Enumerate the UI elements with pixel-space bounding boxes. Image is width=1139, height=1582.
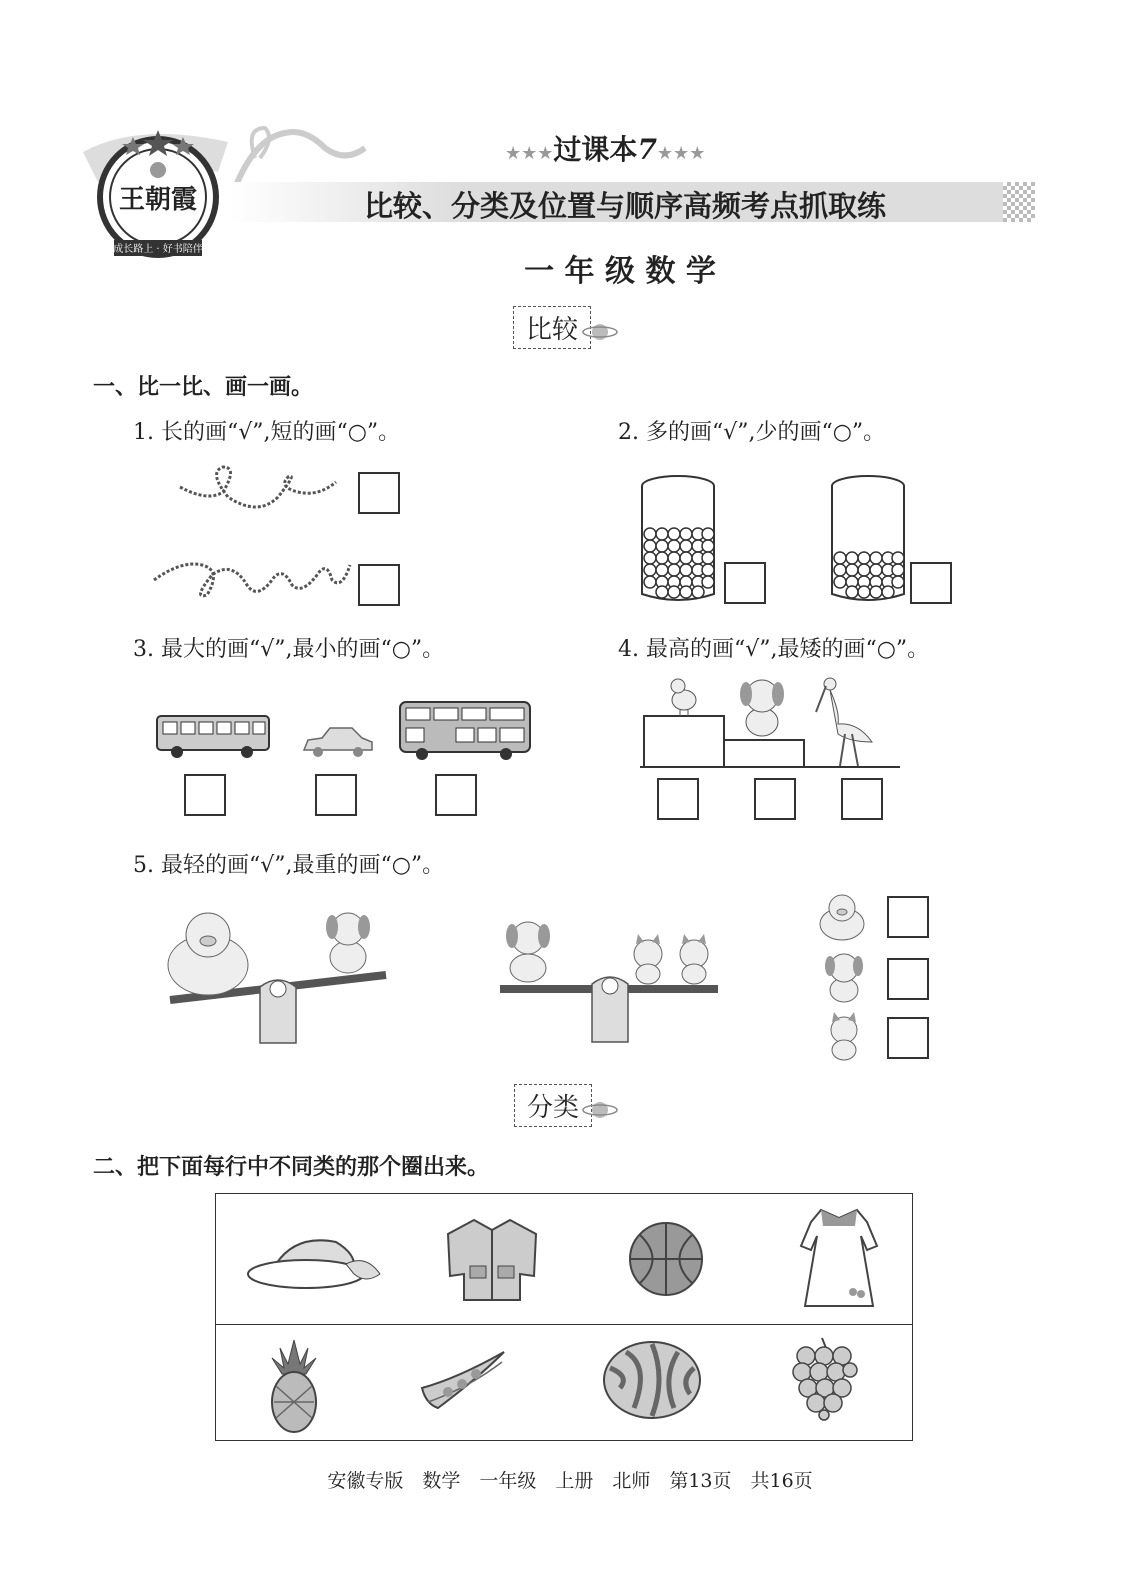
rope-long-icon (152, 550, 352, 610)
answer-box-rope-long[interactable] (358, 564, 400, 606)
rope-short-icon (178, 462, 338, 522)
chick-icon (671, 679, 696, 716)
basketball-icon[interactable] (627, 1220, 705, 1298)
answer-box-double-decker[interactable] (435, 774, 477, 816)
part1-heading: 一、比一比、画一画。 (93, 375, 314, 400)
series-title: ★★★过课本7★★★ (505, 133, 706, 166)
page-subtitle: 一 年 级 数 学 (524, 254, 716, 289)
dog-icon (326, 913, 370, 973)
question-1: 1. 长的画“√”,短的画“○”。 (133, 420, 401, 445)
answer-box-jar-many[interactable] (724, 562, 766, 604)
crane-icon (816, 678, 872, 766)
series-number: 7 (637, 133, 657, 166)
seesaw-dog-cats (498, 912, 722, 1044)
seesaw-pig-dog (160, 905, 392, 1045)
grapes-icon[interactable] (792, 1336, 858, 1420)
planet-icon (582, 1098, 618, 1122)
svg-text:成长路上 · 好书陪伴: 成长路上 · 好书陪伴 (113, 244, 203, 255)
hat-icon[interactable] (246, 1234, 386, 1294)
series-label: 过课本 (553, 133, 638, 166)
answer-box-car[interactable] (315, 774, 357, 816)
dog-small-icon (820, 950, 868, 1004)
question-5: 5. 最轻的画“√”,最重的画“○”。 (133, 853, 445, 878)
page-footer: 安徽专版 数学 一年级 上册 北师 第13页 共16页 (327, 1470, 813, 1492)
svg-text:王朝霞: 王朝霞 (118, 185, 198, 215)
cat-icon (634, 934, 662, 984)
compare-section-tag: 比较 (513, 306, 591, 349)
dog-icon (506, 922, 550, 982)
classify-section-tag: 分类 (514, 1084, 592, 1127)
height-scene (640, 672, 902, 772)
part2-heading: 二、把下面每行中不同类的那个圈出来。 (93, 1155, 490, 1180)
cat-small-icon (820, 1012, 868, 1062)
answer-box-crane[interactable] (841, 778, 883, 820)
jacket-icon[interactable] (444, 1216, 540, 1302)
pineapple-icon[interactable] (266, 1338, 322, 1434)
checker-decoration (1003, 182, 1035, 222)
dress-icon[interactable] (797, 1206, 881, 1310)
answer-box-jar-few[interactable] (910, 562, 952, 604)
jar-few-icon (830, 474, 910, 606)
answer-box-dog[interactable] (754, 778, 796, 820)
answer-box-cat-small[interactable] (887, 1017, 929, 1059)
answer-box-chick[interactable] (657, 778, 699, 820)
question-3: 3. 最大的画“√”,最小的画“○”。 (133, 637, 445, 662)
car-icon (300, 722, 376, 760)
answer-box-rope-short[interactable] (358, 472, 400, 514)
question-2: 2. 多的画“√”,少的画“○”。 (618, 420, 886, 445)
table-divider (216, 1324, 912, 1325)
answer-box-dog-small[interactable] (887, 958, 929, 1000)
watermelon-icon[interactable] (600, 1338, 704, 1422)
planet-icon (582, 320, 618, 344)
answer-box-pig[interactable] (887, 896, 929, 938)
jar-many-icon (640, 474, 720, 606)
pig-icon (168, 913, 248, 995)
cat-icon (680, 934, 708, 984)
answer-box-bus[interactable] (184, 774, 226, 816)
pea-pod-icon[interactable] (418, 1348, 508, 1424)
pig-small-icon (816, 892, 868, 942)
bus-icon (155, 712, 273, 760)
logo-icon (78, 112, 238, 272)
dog-icon (740, 680, 784, 736)
question-4: 4. 最高的画“√”,最矮的画“○”。 (618, 637, 930, 662)
page-title: 比较、分类及位置与顺序高频考点抓取练 (363, 189, 886, 223)
double-decker-bus-icon (398, 698, 532, 760)
